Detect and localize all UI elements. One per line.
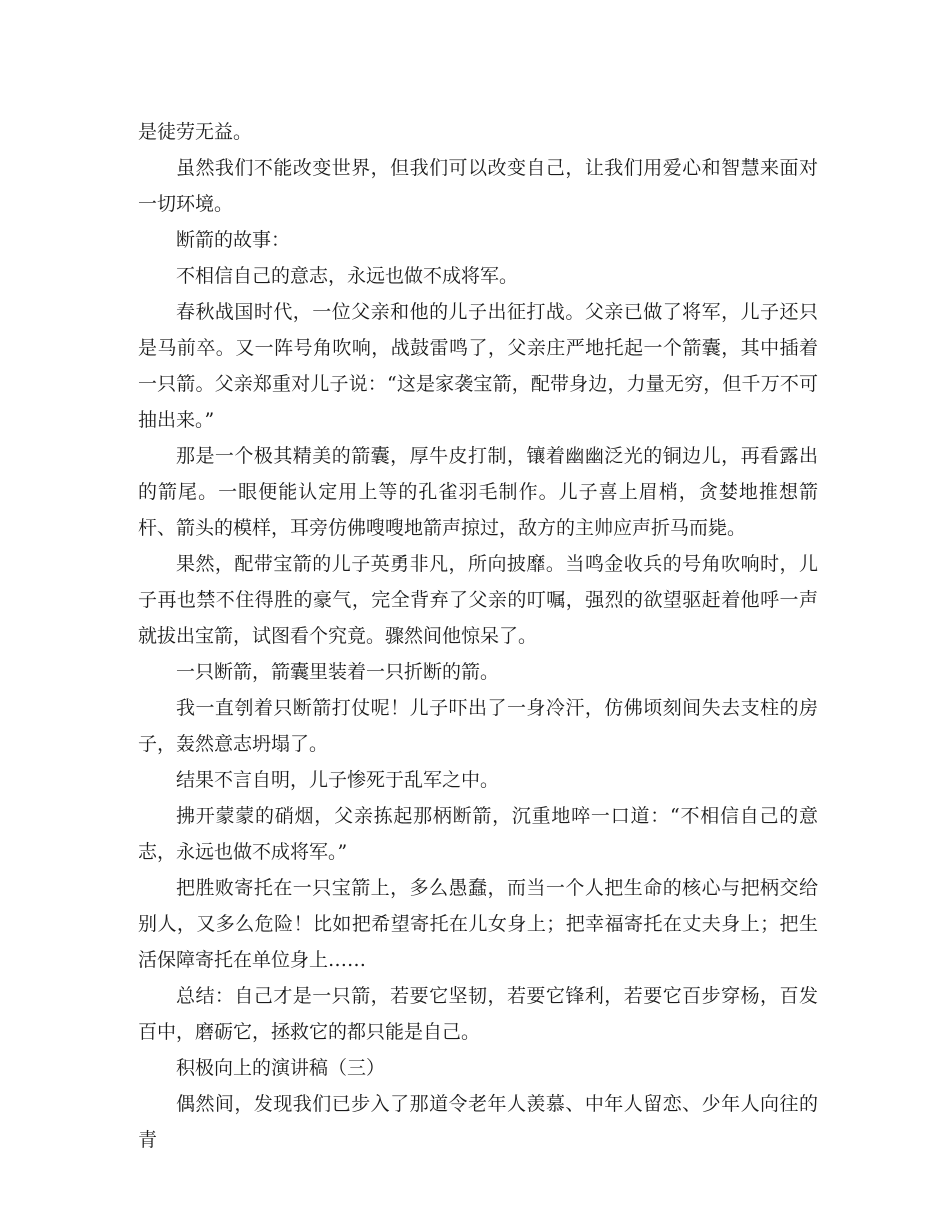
paragraph: 结果不言自明，儿子惨死于乱军之中。 (176, 769, 500, 791)
paragraph: 把胜败寄托在一只宝箭上，多么愚蠢，而当一个人把生命的核心与把柄交给别人，又多么危险！比如把希望寄托在儿女身上；把幸福寄托在丈夫身上；把生活保障寄托在单位身上…… (138, 877, 818, 971)
section-heading: 断箭的故事： (176, 229, 291, 251)
document-body (138, 114, 818, 1158)
paragraph: 拂开蒙蒙的硝烟，父亲拣起那柄断箭，沉重地啐一口道：“不相信自己的意志，永远也做不成将军。” (138, 805, 818, 863)
paragraph: 果然，配带宝箭的儿子英勇非凡，所向披靡。当鸣金收兵的号角吹响时，儿子再也禁不住得胜的豪气，完全背弃了父亲的叮嘱，强烈的欲望驱赶着他呼一声就拔出宝箭，试图看个究竟。骤然间他惊呆了。 (138, 553, 818, 647)
paragraph: 偶然间，发现我们已步入了那道令老年人羡慕、中年人留恋、少年人向往的青 (138, 1093, 818, 1151)
section-heading: 积极向上的演讲稿（三） (176, 1057, 386, 1079)
paragraph: 总结：自己才是一只箭，若要它坚韧，若要它锋利，若要它百步穿杨，百发百中，磨砺它，拯救它的都只能是自己。 (138, 985, 818, 1043)
paragraph: 不相信自己的意志，永远也做不成将军。 (176, 265, 519, 287)
paragraph: 春秋战国时代，一位父亲和他的儿子出征打战。父亲已做了将军，儿子还只是马前卒。又一阵号角吹响，战鼓雷鸣了，父亲庄严地托起一个箭囊，其中插着一只箭。父亲郑重对儿子说：“这是家袭宝箭，配带身边，力量无穷，但千万不可抽出来。” (138, 301, 818, 431)
paragraph: 那是一个极其精美的箭囊，厚牛皮打制，镶着幽幽泛光的铜边儿，再看露出的箭尾。一眼便能认定用上等的孔雀羽毛制作。儿子喜上眉梢，贪婪地推想箭杆、箭头的模样，耳旁仿佛嗖嗖地箭声掠过，敌方的主帅应声折马而毙。 (138, 445, 818, 539)
paragraph: 是徒劳无益。 (138, 121, 253, 143)
paragraph: 一只断箭，箭囊里装着一只折断的箭。 (176, 661, 500, 683)
paragraph: 虽然我们不能改变世界，但我们可以改变自己，让我们用爱心和智慧来面对一切环境。 (138, 157, 818, 215)
paragraph: 我一直刳着只断箭打仗呢！儿子吓出了一身冷汗，仿佛顷刻间失去支柱的房子，轰然意志坍塌了。 (138, 697, 818, 755)
